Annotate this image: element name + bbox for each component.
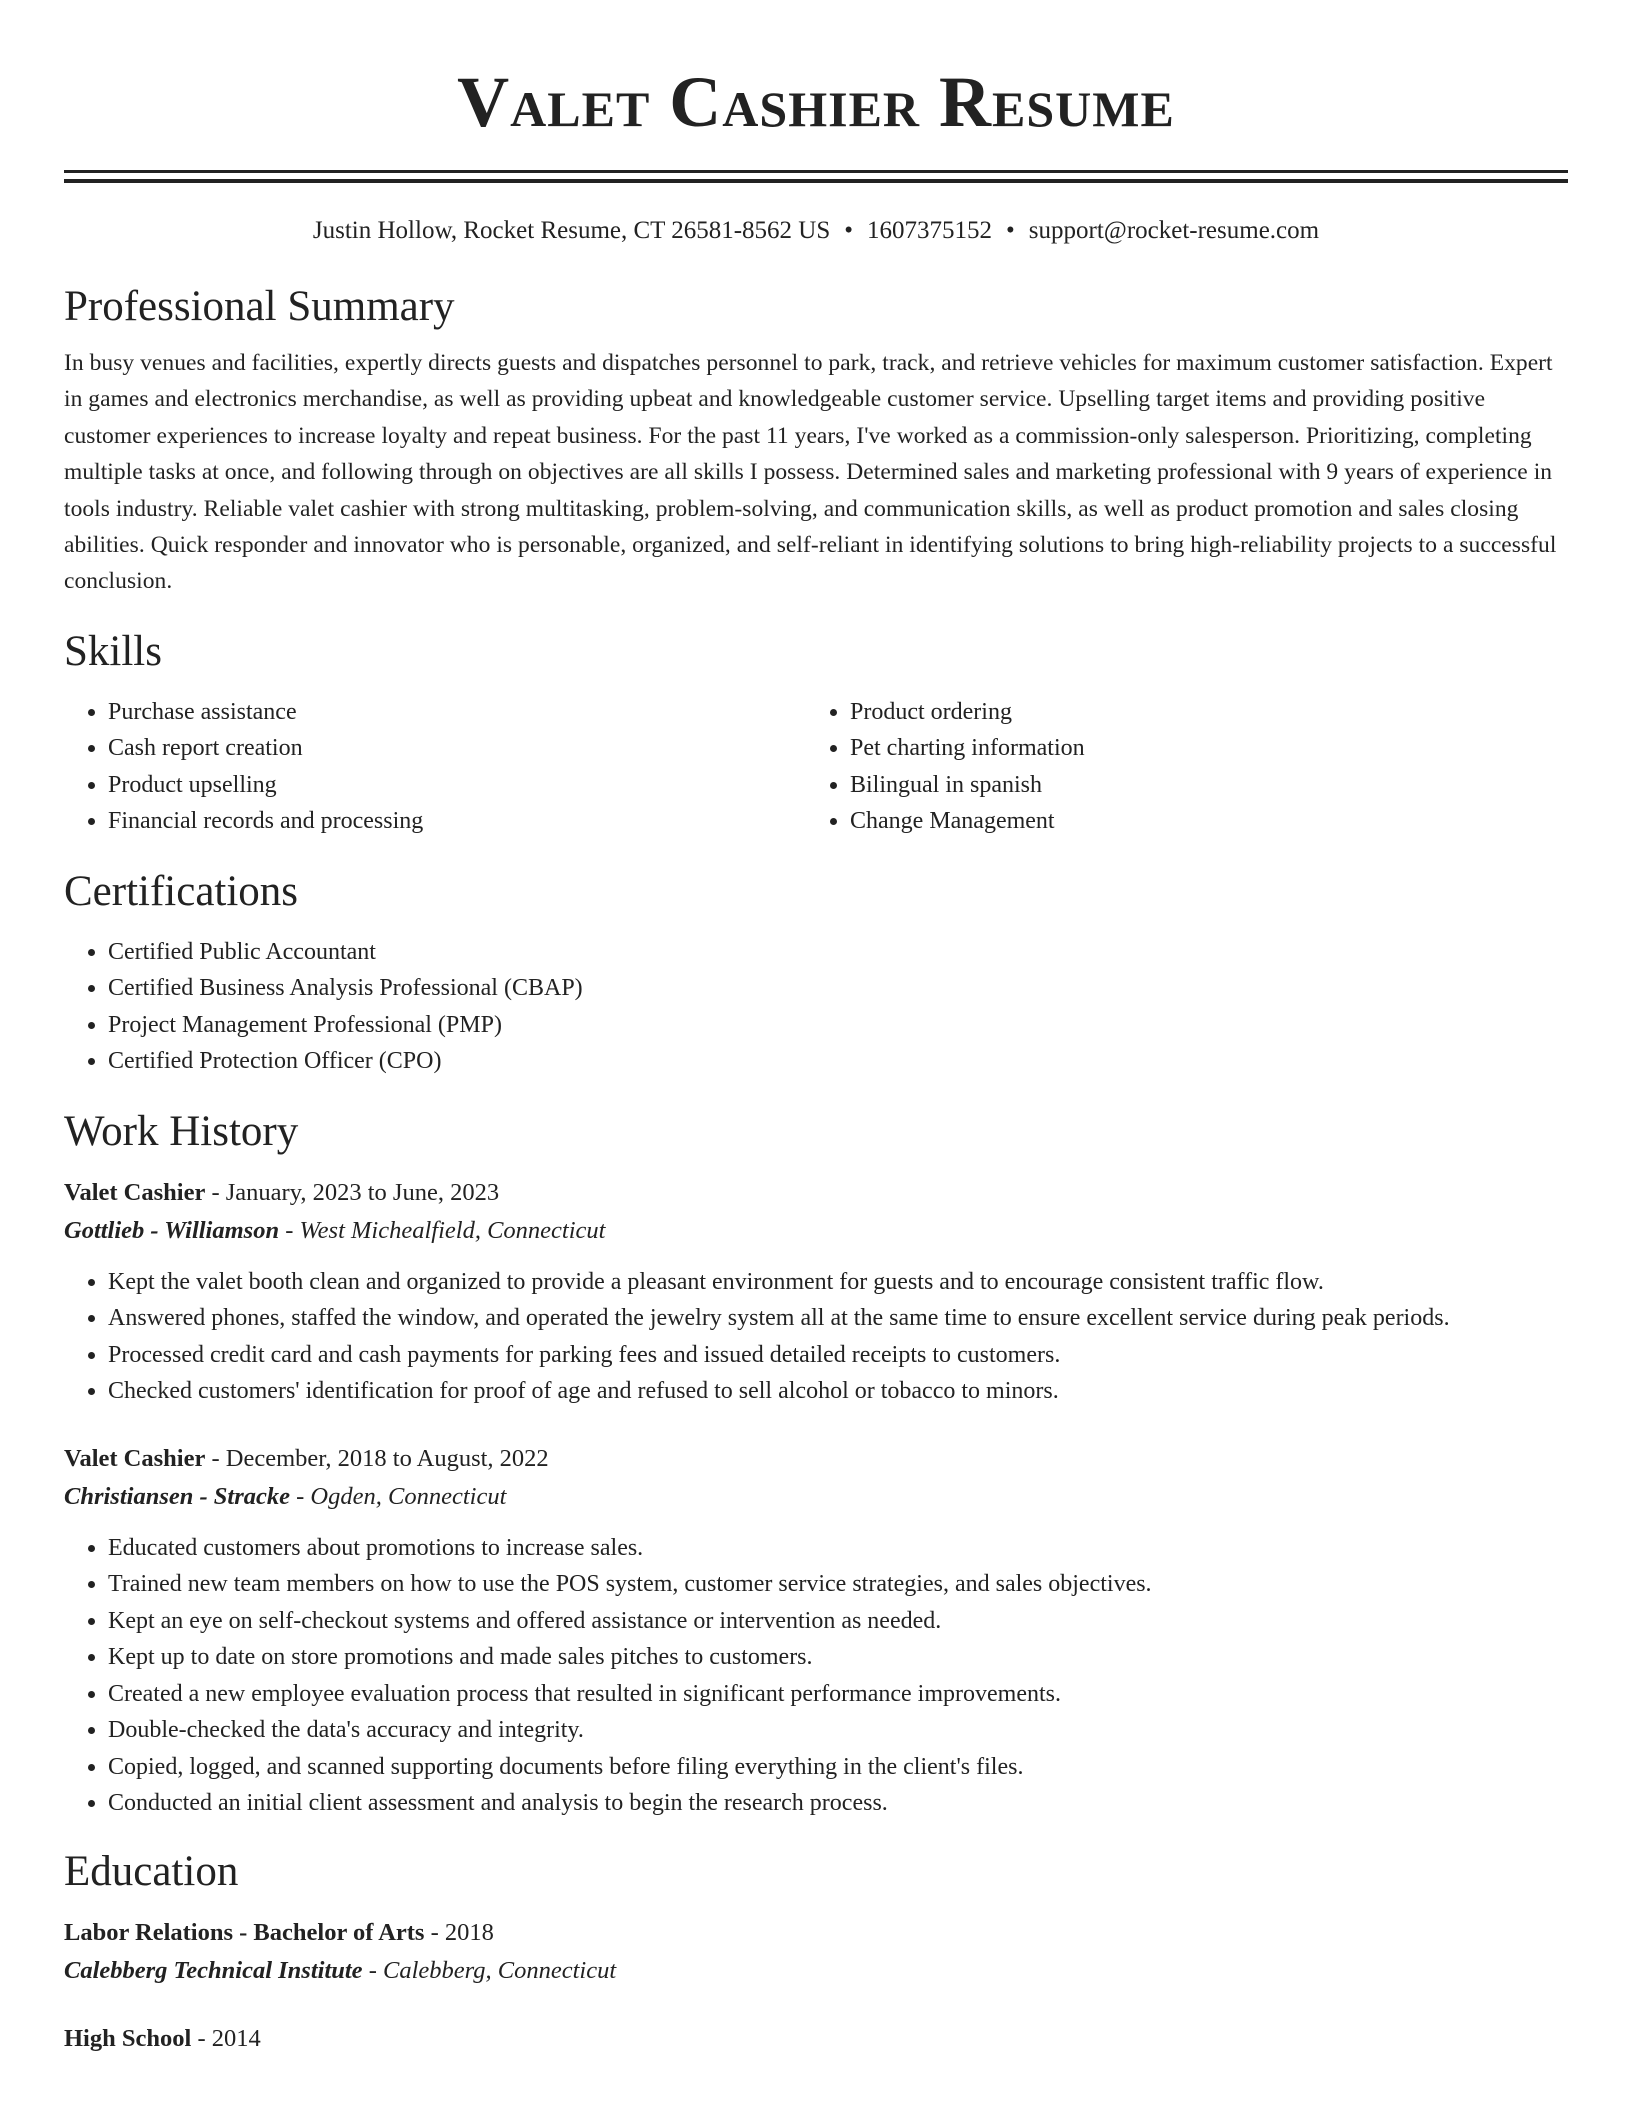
education-school: Calebberg Technical Institute [64,1956,363,1984]
education-degree-line: High School - 2014 [64,2024,261,2052]
job-dates: January, 2023 to June, 2023 [225,1178,500,1206]
job-bullet: • Processed credit card and cash payments for parking fees and issued detailed receipts to customers. [108,1337,1568,1374]
education-degree: High School [64,2024,192,2052]
job-dates: December, 2018 to August, 2022 [225,1444,549,1472]
job-title-line: Valet Cashier - December, 2018 to August, 2022 [64,1444,549,1472]
education-degree-line: Labor Relations - Bachelor of Arts - 2018 [64,1918,494,1946]
skill-item: • Pet charting information [850,730,1548,767]
job-title: Valet Cashier [64,1178,206,1206]
title-divider-bottom [64,179,1568,183]
job-entry [64,1174,1568,1410]
contact-address: Justin Hollow, Rocket Resume, CT 26581-8562 US [312,217,831,244]
skills-section [64,626,1568,840]
job-bullet: • Answered phones, staffed the window, and operated the jewelry system all at the same time to ensure excellent service during peak periods. [108,1300,1568,1337]
skills-column-right [806,694,1548,840]
job-company-line: Christiansen - Stracke - Ogden, Connecticut [64,1482,507,1510]
education-school-line: Calebberg Technical Institute - Calebberg, Connecticut [64,1956,617,1984]
job-bullet: • Copied, logged, and scanned supporting documents before filing everything in the client's files. [108,1749,1568,1786]
job-company-line: Gottlieb - Williamson - West Michealfield, Connecticut [64,1216,606,1244]
summary-text: In busy venues and facilities, expertly directs guests and dispatches personnel to park, track, and retrieve vehicles for maximum customer satisfaction. Expert in games and electronics merchandise, as well as providing upbeat and knowledgeable customer service. Upselling target items and providing positive customer experiences to increase loyalty and repeat business. For the past 11 years, I've worked as a commission-only salesperson. Prioritizing, completing multiple tasks at once, and following through on objectives are all skills I possess. Determined sales and marketing professional with 9 years of experience in tools industry. Reliable valet cashier with strong multitasking, problem-solving, and communication skills, as well as product promotion and sales closing abilities. Quick responder and innovator who is personable, organized, and self-reliant in identifying solutions to bring high-reliability projects to a successful conclusion. [64,350,1557,595]
summary-heading: Professional Summary [64,283,455,330]
education-location: Calebberg, Connecticut [382,1956,617,1984]
skills-list-right [806,694,1548,840]
skill-item: • Bilingual in spanish [850,767,1548,804]
job-company: Christiansen - Stracke [64,1482,290,1510]
job-entry [64,1440,1568,1822]
skills-column-left [64,694,806,840]
certification-item: • Certified Business Analysis Professional (CBAP) [108,970,1568,1007]
contact-email: support@rocket-resume.com [1028,217,1320,244]
certification-item: • Certified Protection Officer (CPO) [108,1043,1568,1080]
job-bullet: • Checked customers' identification for proof of age and refused to sell alcohol or tobacco to minors. [108,1373,1568,1410]
work-history-section [64,1106,1568,1822]
education-section [64,1846,1568,2058]
job-title-line: Valet Cashier - January, 2023 to June, 2023 [64,1178,500,1206]
contact-line [64,215,1568,247]
contact-phone: 1607375152 [867,217,993,244]
certifications-section [64,866,1568,1080]
education-year: 2018 [444,1918,494,1946]
work-history-heading: Work History [64,1107,299,1155]
job-location: Ogden, Connecticut [310,1482,507,1510]
job-bullets [64,1264,1568,1410]
skills-list-left [64,694,806,840]
job-bullet: • Kept the valet booth clean and organized to provide a pleasant environment for guests and to encourage consistent traffic flow. [108,1264,1568,1301]
skill-item: • Change Management [850,803,1548,840]
education-heading: Education [64,1847,239,1895]
education-entry [64,2020,1568,2058]
skills-heading: Skills [64,627,162,675]
job-bullet: • Double-checked the data's accuracy and integrity. [108,1712,1568,1749]
job-bullets [64,1530,1568,1822]
job-bullet: • Conducted an initial client assessment and analysis to begin the research process. [108,1785,1568,1822]
skill-item: • Purchase assistance [108,694,806,731]
job-location: West Michealfield, Connecticut [299,1216,606,1244]
education-entry [64,1914,1568,1990]
certification-item: • Certified Public Accountant [108,934,1568,971]
certifications-list [64,934,1568,1080]
certifications-heading: Certifications [64,867,299,915]
contact-separator: • [844,217,854,244]
title-divider-top [64,170,1568,173]
contact-separator: • [1006,217,1015,244]
skill-item: • Product ordering [850,694,1548,731]
skill-item: • Product upselling [108,767,806,804]
skill-item: • Cash report creation [108,730,806,767]
job-bullet: • Kept up to date on store promotions and made sales pitches to customers. [108,1639,1568,1676]
job-title: Valet Cashier [64,1444,206,1472]
education-year: 2014 [211,2024,261,2052]
job-bullet: • Educated customers about promotions to increase sales. [108,1530,1568,1567]
certification-item: • Project Management Professional (PMP) [108,1007,1568,1044]
skills-grid [64,694,1568,840]
job-bullet: • Kept an eye on self-checkout systems and offered assistance or intervention as needed. [108,1603,1568,1640]
education-degree: Labor Relations - Bachelor of Arts [64,1918,425,1946]
page-title: Valet Cashier Resume [457,62,1175,142]
job-bullet: • Trained new team members on how to use the POS system, customer service strategies, and sales objectives. [108,1566,1568,1603]
skill-item: • Financial records and processing [108,803,806,840]
summary-section [64,281,1568,600]
job-company: Gottlieb - Williamson [64,1216,280,1244]
job-bullet: • Created a new employee evaluation process that resulted in significant performance improvements. [108,1676,1568,1713]
